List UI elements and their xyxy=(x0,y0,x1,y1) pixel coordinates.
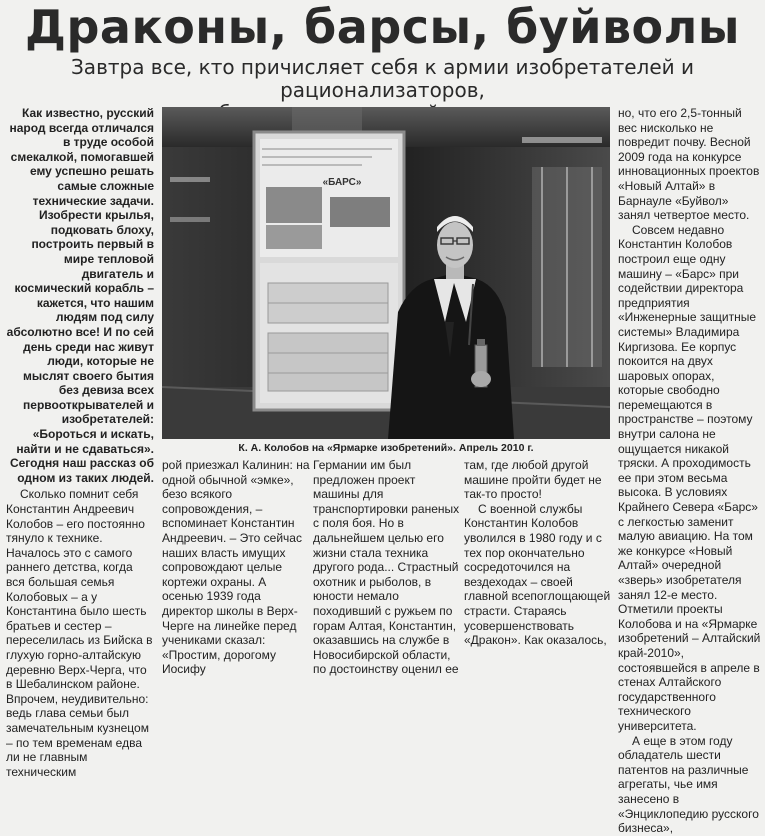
column-right xyxy=(618,106,761,836)
right-paragraph-1: но, что его 2,5-тонный вес нисколько не повредит почву. Весной 2009 года на конкурсе инновационных проектов «Новый Алтай» в Барнауле «Буйвол» занял четвертое место. xyxy=(618,106,760,223)
subhead-line-1: Завтра все, кто причисляет себя к армии изобретателей и рационализаторов, xyxy=(70,55,695,102)
column-2 xyxy=(162,458,310,677)
column-4-paragraph-2: С военной службы Константин Колобов уволился в 1980 году и с тех пор окончательно сосредоточился на вездеходах – своей главной всепоглощающей страсти. Стараясь усовершенствовать «Дракон». Как оказалось, xyxy=(464,501,611,648)
article-headline: Драконы, барсы, буйволы xyxy=(25,0,740,54)
photo-caption: К. А. Колобов на «Ярмарке изобретений». Апрель 2010 г. xyxy=(238,442,534,454)
column-4-paragraph-1: там, где любой другой машине пройти будет не так-то просто! xyxy=(464,458,602,502)
right-paragraph-3: А еще в этом году обладатель шести патентов на различные агрегаты, чье имя занесено в «Энциклопедию русского бизнеса», xyxy=(618,733,759,836)
poster-label: «БАРС» xyxy=(322,177,362,188)
column-4 xyxy=(464,458,612,648)
column-3-text: Германии им был предложен проект машины для транспортировки раненых с поля боя. Но в дальнейшем целью его жизни стала техника другого рода... Страстный охотник и рыболов, в юности немало походивший с ружьем по горам Алтая, Константин, оказавшись на службе в Новосибирской области, по достоинству оценил ее xyxy=(313,458,460,677)
column-1 xyxy=(6,106,154,779)
article-photo xyxy=(162,107,610,439)
column-3 xyxy=(313,458,461,677)
column-1-body: Сколько помнит себя Константин Андреевич Колобов – его постоянно тянуло к технике. Началось это с самого раннего детства, когда вся большая семья Колобовых – а у Константина было шесть братьев и сестер – переселилась из Бийска в глухую горно-алтайскую деревню Верх-Черга, что в Шебалинском районе. Впрочем, неудивительно: ведь глава семьи был замечательным кузнецом – по тем временам едва ли не главным техническим xyxy=(6,487,153,779)
right-paragraph-2: Совсем недавно Константин Колобов построил еще одну машину – «Барс» при содействии директора предприятия «Инженерные защитные системы» Владимира Киргизова. Ее корпус покоится на двух шаровых опорах, которые свободно перемещаются в пространстве – поэтому внутри салона не ощущается никакой тряски. А проходимость ее при этом весьма высока. В условиях Крайнего Севера «Барс» с легкостью заменит малую авиацию. На том же конкурсе «Новый Алтай» очередной «зверь» изобретателя занял 12-е место. Отметили проекты Колобова и на «Ярмарке изобретений – Алтайский край-2010», состоявшейся в апреле в стенах Алтайского государственного технического университета. xyxy=(618,222,761,733)
photo-image xyxy=(162,107,610,439)
column-2-text: рой приезжал Калинин: на одной обычной «эмке», безо всякого сопровождения, – вспоминает Константин Андреевич. – Это сейчас наших власть имущих сопровождают целые кортежи охраны. А осенью 1939 года директор школы в Верх-Черге на линейке перед учениками сказал: «Простим, дорогому Иосифу xyxy=(162,458,310,677)
article-lead: Как известно, русский народ всегда отличался в труде особой смекалкой, помогавшей ему успешно решать самые сложные технические задачи. Изобрести крылья, подковать блоху, построить первый в мире тепловой двигатель и космический корабль – кажется, что нашим людям под силу абсолютно все! И по сей день среди нас живут люди, которые не мыслят своего бытия без девиза всех первооткрывателей и изобретателей: «Бороться и искать, найти и не сдаваться». Сегодня наш рассказ об одном из таких людей. xyxy=(6,106,154,485)
